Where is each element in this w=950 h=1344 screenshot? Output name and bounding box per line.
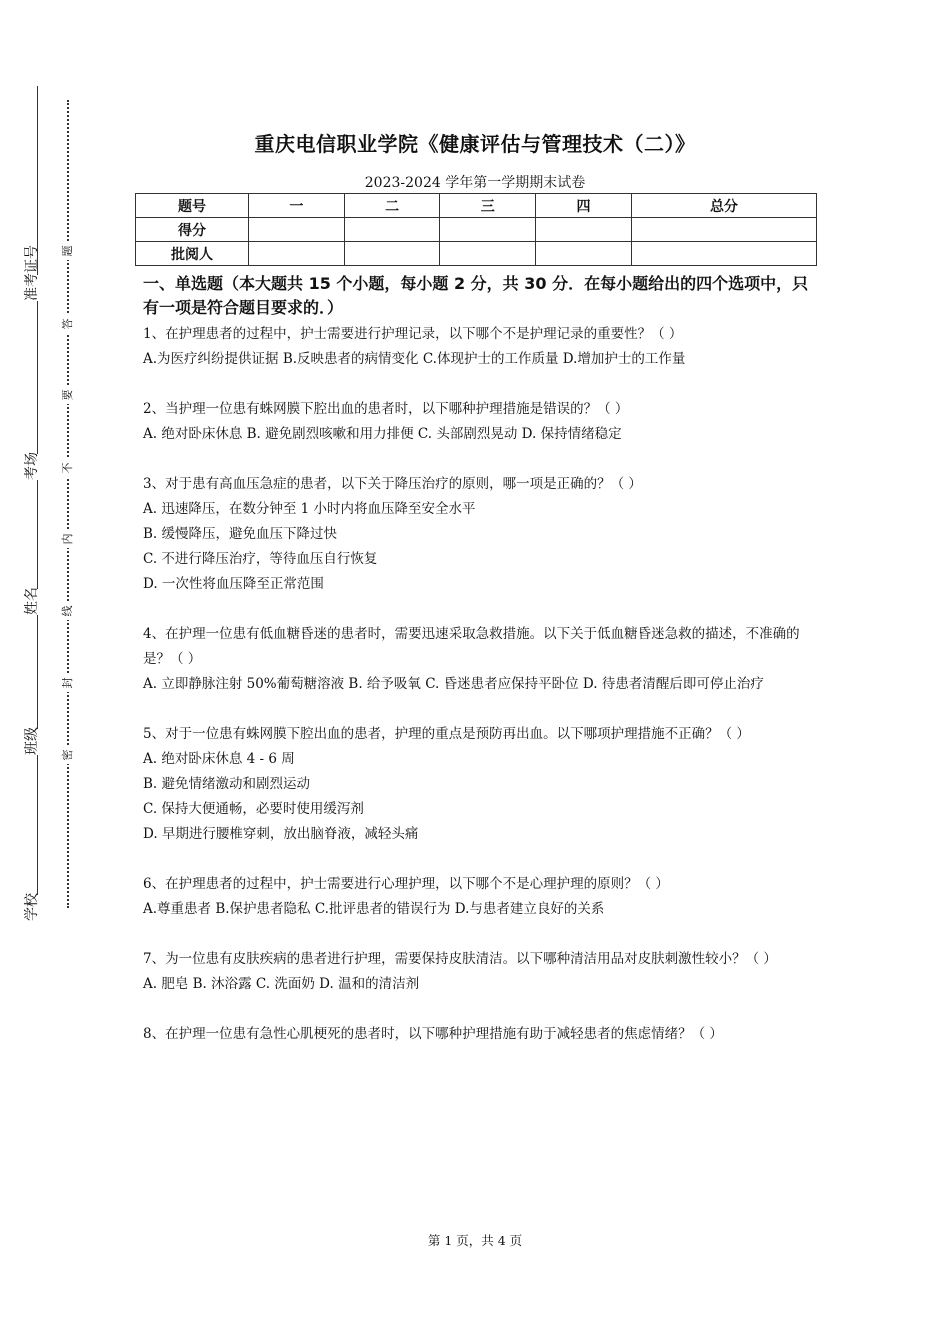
seal-char: 题 <box>61 242 75 260</box>
question-stem: 3、对于患有高血压急症的患者，以下关于降压治疗的原则，哪一项是正确的？（ ） <box>143 476 642 492</box>
question-stem: 4、在护理一位患有低血糖昏迷的患者时，需要迅速采取急救措施。以下关于低血糖昏迷急救的描述，不准确的是？（ ） <box>143 626 800 667</box>
seal-char: 答 <box>61 315 75 333</box>
score-cell[interactable] <box>631 218 816 242</box>
grader-row-label: 批阅人 <box>136 242 249 266</box>
question-option: B. 避免情绪激动和剧烈运动 <box>143 776 311 792</box>
seal-char: 线 <box>61 602 75 620</box>
section-heading: 一、单选题（本大题共 15 个小题，每小题 2 分，共 30 分．在每小题给出的四个选项中，只有一项是符合题目要求的．） <box>143 274 809 317</box>
seal-char: 封 <box>61 674 75 692</box>
grader-cell[interactable] <box>536 242 632 266</box>
grader-cell[interactable] <box>249 242 345 266</box>
question-options: A. 肥皂 B. 沐浴露 C. 洗面奶 D. 温和的清洁剂 <box>143 976 420 992</box>
binding-field-exam-id: 准考证号 <box>21 275 41 301</box>
grader-cell[interactable] <box>440 242 536 266</box>
question-options: A.为医疗纠纷提供证据 B.反映患者的病情变化 C.体现护士的工作质量 D.增加护士的工作量 <box>143 351 686 367</box>
seal-char: 要 <box>61 386 75 404</box>
score-table-row-grader <box>136 242 817 266</box>
score-cell[interactable] <box>249 218 345 242</box>
score-table-header: 题号 <box>136 194 249 218</box>
question-stem: 5、对于一位患有蛛网膜下腔出血的患者，护理的重点是预防再出血。以下哪项护理措施不正确？（ ） <box>143 726 750 742</box>
score-table-header: 三 <box>440 194 536 218</box>
seal-char: 内 <box>61 530 75 548</box>
question-stem: 6、在护理患者的过程中，护士需要进行心理护理，以下哪个不是心理护理的原则？（ ） <box>143 876 669 892</box>
question-stem: 7、为一位患有皮肤疾病的患者进行护理，需要保持皮肤清洁。以下哪种清洁用品对皮肤刺激性较小？（ ） <box>143 951 777 967</box>
score-cell[interactable] <box>536 218 632 242</box>
score-table-header: 四 <box>536 194 632 218</box>
exam-subtitle: 2023-2024 学年第一学期期末试卷 <box>364 175 586 191</box>
score-cell[interactable] <box>344 218 440 242</box>
score-row-label: 得分 <box>136 218 249 242</box>
seal-char: 不 <box>61 459 75 477</box>
question-options: A. 立即静脉注射 50%葡萄糖溶液 B. 给予吸氧 C. 昏迷患者应保持平卧位 D. 待患者清醒后即可停止治疗 <box>143 676 764 692</box>
question-option: B. 缓慢降压，避免血压下降过快 <box>143 526 338 542</box>
question-option: C. 不进行降压治疗，等待血压自行恢复 <box>143 551 378 567</box>
score-table-header: 总分 <box>631 194 816 218</box>
question-option: A. 绝对卧床休息 4 - 6 周 <box>143 751 295 767</box>
binding-dotted-line <box>67 100 69 908</box>
question-stem: 2、当护理一位患有蛛网膜下腔出血的患者时，以下哪种护理措施是错误的？（ ） <box>143 401 629 417</box>
binding-field-exam-room: 考场 <box>21 454 41 480</box>
question-option: A. 迅速降压，在数分钟至 1 小时内将血压降至安全水平 <box>143 501 476 517</box>
question-stem: 8、在护理一位患有急性心肌梗死的患者时，以下哪种护理措施有助于减轻患者的焦虑情绪？（ ） <box>143 1026 723 1042</box>
score-table-row-score <box>136 218 817 242</box>
seal-char: 密 <box>61 746 75 764</box>
question-stem: 1、在护理患者的过程中，护士需要进行护理记录，以下哪个不是护理记录的重要性？（ ） <box>143 326 683 342</box>
binding-solid-line <box>37 86 38 920</box>
question-options: A.尊重患者 B.保护患者隐私 C.批评患者的错误行为 D.与患者建立良好的关系 <box>143 901 605 917</box>
question-option: D. 一次性将血压降至正常范围 <box>143 576 324 592</box>
score-table <box>135 193 817 266</box>
exam-title: 重庆电信职业学院《健康评估与管理技术（二）》 <box>254 132 696 156</box>
score-table-header: 二 <box>344 194 440 218</box>
score-table-header-row <box>136 194 817 218</box>
score-table-header: 一 <box>249 194 345 218</box>
question-option: D. 早期进行腰椎穿刺，放出脑脊液，减轻头痛 <box>143 826 419 842</box>
question-option: C. 保持大便通畅，必要时使用缓泻剂 <box>143 801 364 817</box>
grader-cell[interactable] <box>631 242 816 266</box>
grader-cell[interactable] <box>344 242 440 266</box>
question-options: A. 绝对卧床休息 B. 避免剧烈咳嗽和用力排便 C. 头部剧烈晃动 D. 保持情绪稳定 <box>143 426 622 442</box>
question-content <box>143 272 815 1047</box>
page-number: 第 1 页，共 4 页 <box>427 1233 523 1248</box>
binding-field-school: 学校 <box>21 895 41 921</box>
binding-field-class: 班级 <box>21 729 41 755</box>
binding-field-name: 姓名 <box>21 589 41 615</box>
score-cell[interactable] <box>440 218 536 242</box>
